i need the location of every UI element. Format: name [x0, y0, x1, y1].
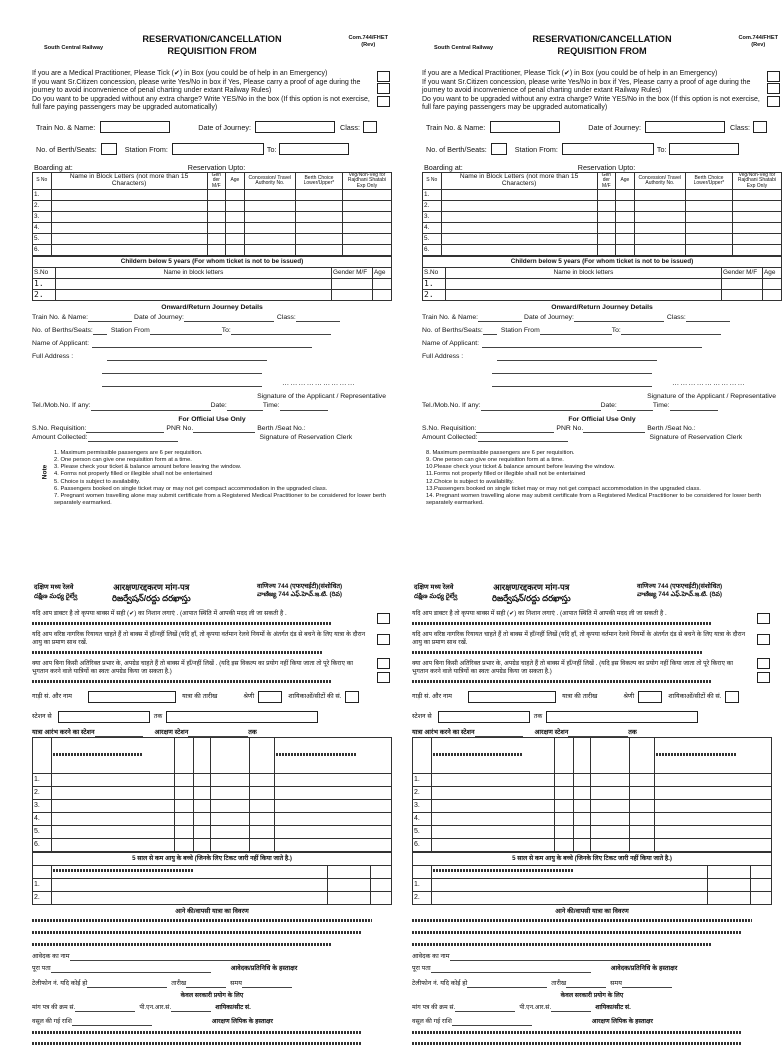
upgrade-checkbox[interactable] [757, 658, 770, 669]
hindi-intro: यदि आप डाक्टर है तो कृपया बाक्स में सही (✔) का निशान लगाएं . (आपात स्थिति में आपकी मदद ली जा सकती है . यदि आप वरिष्ठ नागरिक रियायत चाहते हैं तो बाक्स में हाँ/नहीं लिखें (यदि हाँ, तो कृपया वर्तमान रेलवे नियमों के अंतर्गत दंड से बचने के लिए यात्रा के दौरान आयु का प्रमाण साथ रखें. क्या आप बिना किसी अतिरिक्त प्रभार के, अपग्रेड चाहते हैं तो बाक्स में हाँ/नहीं लिखें . (यदि इस विकल्प का प्रयोग नहीं किया जाता तो पूरे किराए का भुगतान करने वाले यात्रियों का स्वतः अपग्रेड किया जा सकता है.) [32, 610, 392, 687]
passenger-row[interactable]: 2. [423, 200, 782, 211]
senior-text: If you want Sr.Citizen concession, please write Yes/No in box if Yes, Please carry a proof of age during the journey to avoid inconvenience of penal charting under extant Railway Rules) [32, 78, 361, 95]
passenger-table: S No Name in Block Letters (not more than 15 Characters) Gen der M/F Age Concession/ Travel Authority No. Berth Choice Lower/Upper* Veg/Non-Veg for Rajdhani Shatabi Exp Only 1. 2. 3. 4. 5. 6. [32, 172, 392, 256]
train-name-field[interactable] [490, 121, 560, 133]
passenger-row[interactable]: 6. [413, 838, 772, 851]
form-header [422, 36, 782, 70]
senior-checkbox[interactable] [767, 83, 780, 94]
passenger-row[interactable]: 2. [33, 200, 392, 211]
hindi-form-right: दक्षिण मध्य रेलवे దక్షిణ మధ్య రైల్వే आरक्षण/रद्दकरण मांग-पत्र రిజర్వేషన్/రద్దు దరఖాస్తు वाणिज्य 744 (एफएचईटी)(संशोधित) వాణిజ్య 744 ఎఫ్.హెచ్.ఇ.టి. (రివ) यदि आप डाक्टर है तो कृपया बाक्स में सही (✔) का निशान लगाएं . (आपात स्थिति में आपकी मदद ली जा सकती है . यदि आप वरिष्ठ नागरिक रियायत चाहते हैं तो बाक्स में हाँ/नहीं लिखें (यदि हाँ, तो कृपया वर्तमान रेलवे नियमों के अंतर्गत दंड से बचने के लिए यात्रा के दौरान आयु का प्रमाण साथ रखें. क्या आप बिना किसी अतिरिक्त प्रभार के, अपग्रेड चाहते हैं तो बाक्स में हाँ/नहीं लिखें . (यदि इस विकल्प का प्रयोग नहीं किया जाता तो पूरे किराए का भुगतान करने वाले यात्रियों का स्वतः अपग्रेड किया जा सकता है.) गाड़ी सं. और नाम यात्रा की तारीख श्रेणी शायिकाओं/सीटों की सं. स्टेशन से तक यात्रा आरंभ करने का स्टेशन आरक्षण स्टेशन तक 1. 2. 3. 4. 5. 6. 5 साल से कम आयु के बच्चे (जिनके लिए टिकट जारी नहीं किया जाते है.) 1. 2. आने की/वापसी यात्रा का विवरण आवेदक का नाम पूरा पता आवेदक/प्रतिनिधि के हस्ताक्षर टेलीफोन नं. यदि कोई हो तारीख समय केवल सरकारी प्रयोग के लिए मांग पत्र की क्रम सं. पी.एन.आर.सं. शायिका/सीट सं. वसूल की गई राशि आरक्षण लिपिक के हस्ताक्षर [412, 582, 772, 1049]
class-field[interactable] [258, 691, 282, 703]
passenger-row[interactable]: 3. [33, 799, 392, 812]
notes-left: Note 1. Maximum permissible passengers are 6 per requisition. 2. One person can give one requisition form at a time. 3. Please check your ticket & balance amount before leaving the window. 4. Forms not properly filled or illegible shall not be entertained 5. Choice is subject to availability. 6. Passengers booked on single ticket may or may not get compact accommodation in the upgraded class. 7. Pregnant women travelling alone may submit certificate from a Registered Medical Practitioner to be considered for lower berth separately earmarked. [41, 450, 386, 506]
berths-field[interactable] [725, 691, 739, 703]
child-row[interactable]: 2. [33, 891, 392, 904]
passenger-row[interactable]: 5. [423, 233, 782, 244]
senior-checkbox[interactable] [757, 634, 770, 645]
passenger-row[interactable]: 4. [413, 812, 772, 825]
child-row[interactable]: 2. [423, 289, 782, 300]
hindi-children-table: 5 साल से कम आयु के बच्चे (जिनके लिए टिकट जारी नहीं किया जाते है.) 1. 2. [32, 852, 392, 905]
railway-name: South Central Railway [44, 45, 104, 51]
station-from-field[interactable] [172, 143, 264, 155]
onward-title: Onward/Return Journey Details [161, 303, 263, 311]
upgrade-text: Do you want to be upgraded without any extra charge? Write YES/No in the box (If this option is not exercise, full fare paying passengers may be upgraded automatically) [32, 95, 370, 112]
applicant-name-field[interactable] [482, 339, 702, 348]
passenger-row[interactable]: 5. [413, 825, 772, 838]
hindi-form-left: दक्षिण मध्य रेलवे దక్షిణ మధ్య రైల్వే आरक्षण/रद्दकरण मांग-पत्र రిజర్వేషన్/రద్దు దరఖాస్తు वाणिज्य 744 (एफएचईटी)(संशोधित) వాణిజ్య 744 ఎఫ్.హెచ్.ఇ.టి. (రివ) यदि आप डाक्टर है तो कृपया बाक्स में सही (✔) का निशान लगाएं . (आपात स्थिति में आपकी मदद ली जा सकती है . यदि आप वरिष्ठ नागरिक रियायत चाहते हैं तो बाक्स में हाँ/नहीं लिखें (यदि हाँ, तो कृपया वर्तमान रेलवे नियमों के अंतर्गत दंड से बचने के लिए यात्रा के दौरान आयु का प्रमाण साथ रखें. क्या आप बिना किसी अतिरिक्त प्रभार के, अपग्रेड चाहते हैं तो बाक्स में हाँ/नहीं लिखें . (यदि इस विकल्प का प्रयोग नहीं किया जाता तो पूरे किराए का भुगतान करने वाले यात्रियों का स्वतः अपग्रेड किया जा सकता है.) गाड़ी सं. और नाम यात्रा की तारीख श्रेणी शायिकाओं/सीटों की सं. स्टेशन से तक यात्रा आरंभ करने का स्टेशन आरक्षण स्टेशन तक 1. 2. 3. 4. 5. 6. 5 साल से कम आयु के बच्चे (जिनके लिए टिकट जारी नहीं किया जाते है.) 1. 2. आने की/वापसी यात्रा का विवरण आवेदक का नाम पूरा पता आवेदक/प्रतिनिधि के हस्ताक्षर टेलीफोन नं. यदि कोई हो तारीख समय केवल सरकारी प्रयोग के लिए मांग पत्र की क्रम सं. पी.एन.आर.सं. शायिका/सीट सं. वसूल की गई राशि आरक्षण लिपिक के हस्ताक्षर [32, 582, 392, 1049]
train-name-field[interactable] [468, 691, 556, 703]
child-row[interactable]: 2. [413, 891, 772, 904]
station-to-field[interactable] [669, 143, 739, 155]
medical-checkbox[interactable] [767, 71, 780, 82]
berths-field[interactable] [345, 691, 359, 703]
passenger-row[interactable]: 5. [33, 825, 392, 838]
notes-right: 8. Maximum permissible passengers are 6 per requisition. 9. One person can give one requisition form at a time. 10.Please check your ticket & balance amount before leaving the window. 11.Forms not properly filled or illegible shall not be entertained 12.Choice is subject to availability. 13.Passengers booked on single ticket may or may not get compact accommodation in the upgraded class. 14. Pregnant women travelling alone may submit certificate from a Registered Medical Practitioner to be considered for lower berth separately earmarked. [426, 450, 762, 506]
station-from-field[interactable] [438, 711, 530, 723]
child-row[interactable]: 1. [413, 878, 772, 891]
passenger-row[interactable]: 3. [423, 211, 782, 222]
berths-field[interactable] [101, 143, 117, 155]
passenger-row[interactable]: 4. [423, 222, 782, 233]
form-header [32, 36, 392, 70]
passenger-row[interactable]: 1. [413, 773, 772, 786]
children-table: Childern below 5 years (For whom ticket is not to be issued) S.No Name in block letters Gender M/F Age 1. 2. [32, 256, 392, 301]
station-from-field[interactable] [562, 143, 654, 155]
applicant-name-field[interactable] [92, 339, 312, 348]
medical-text: If you are a Medical Practitioner, Please Tick (✔) in Box (you could be of help in an Emergency) [32, 70, 328, 77]
extra-checkbox[interactable] [757, 672, 770, 683]
passenger-row[interactable]: 6. [33, 244, 392, 255]
passenger-row[interactable]: 1. [33, 773, 392, 786]
passenger-row[interactable]: 6. [33, 838, 392, 851]
train-name-field[interactable] [100, 121, 170, 133]
medical-checkbox[interactable] [377, 71, 390, 82]
hindi-children-table: 5 साल से कम आयु के बच्चे (जिनके लिए टिकट जारी नहीं किया जाते है.) 1. 2. [412, 852, 772, 905]
station-to-field[interactable] [546, 711, 698, 723]
passenger-row[interactable]: 4. [33, 222, 392, 233]
intro-text: If you are a Medical Practitioner, Please Tick (✔) in Box (you could be of help in an Emergency) If you want Sr.Citizen concession, please write Yes/No in box if Yes, Please carry a proof of age during the journey to avoid inconvenience of penal charting under extant Railway Rules) Do you want to be upgraded without any extra charge? Write YES/No in the box (If this option is not exercise, full fare paying passengers may be upgraded automatically) [422, 70, 782, 113]
hindi-passenger-table [32, 737, 392, 852]
address-field[interactable] [107, 352, 267, 361]
child-row[interactable]: 1. [423, 278, 782, 289]
child-row[interactable]: 1. [33, 878, 392, 891]
children-table: Childern below 5 years (For whom ticket is not to be issued) S.No Name in block letters Gender M/F Age 1. 2. [422, 256, 782, 301]
hindi-intro: यदि आप डाक्टर है तो कृपया बाक्स में सही (✔) का निशान लगाएं . (आपात स्थिति में आपकी मदद ली जा सकती है . यदि आप वरिष्ठ नागरिक रियायत चाहते हैं तो बाक्स में हाँ/नहीं लिखें (यदि हाँ, तो कृपया वर्तमान रेलवे नियमों के अंतर्गत दंड से बचने के लिए यात्रा के दौरान आयु का प्रमाण साथ रखें. क्या आप बिना किसी अतिरिक्त प्रभार के, अपग्रेड चाहते हैं तो बाक्स में हाँ/नहीं लिखें . (यदि इस विकल्प का प्रयोग नहीं किया जाता तो पूरे किराए का भुगतान करने वाले यात्रियों का स्वतः अपग्रेड किया जा सकता है.) [412, 610, 772, 687]
address-field[interactable] [497, 352, 657, 361]
passenger-row[interactable]: 4. [33, 812, 392, 825]
senior-checkbox[interactable] [377, 83, 390, 94]
passenger-row[interactable]: 3. [413, 799, 772, 812]
form-code: Com.744/FHET (Rev) [738, 35, 778, 49]
station-to-field[interactable] [166, 711, 318, 723]
official-title: For Official Use Only [178, 415, 246, 423]
hindi-header: दक्षिण मध्य रेलवे దక్షిణ మధ్య రైల్వే आरक्षण/रद्दकरण मांग-पत्र రిజర్వేషన్/రద్దు దరఖాస్తు वाणिज्य 744 (एफएचईटी)(संशोधित) వాణిజ్య 744 ఎఫ్.హెచ్.ఇ.టి. (రివ) [414, 582, 723, 603]
berths-field[interactable] [491, 143, 507, 155]
medical-checkbox[interactable] [757, 613, 770, 624]
passenger-row[interactable]: 2. [33, 786, 392, 799]
class-field[interactable] [638, 691, 662, 703]
english-form-left: South Central Railway RESERVATION/CANCELLATION REQUISITION FROM Com.744/FHET (Rev) If you are a Medical Practitioner, Please Tick (✔) in Box (you could be of help in an Emergency) If you want Sr.Citizen concession, please write Yes/No in box if Yes, Please carry a proof of age during the journey to avoid inconvenience of penal charting under extant Railway Rules) Do you want to be upgraded without any extra charge? Write YES/No in the box (If this option is not exercise, full fare paying passengers may be upgraded automatically) Train No. & Name: Date of Journey: Class: No. of Berth/Seats: Station From: To: Boarding at: Reservation Upto: S No Name in Block Letters (not more than 15 Characters) Gen der M/F Age Concession/ Travel Authority No. Berth Choice Lower/Upper* Veg/Non-Veg for Rajdhani Shatabi Exp Only 1. 2. 3. 4. 5. 6. Childern below 5 years (For whom ticket is not to be issued) S.No Name in block letters Gender M/F Age 1. 2. Onward/Return Journey Details Train No. & Name: Date of Journey: Class: No. of Berths/Seats: Station From To: Name of Applicant: Full Address : ……………………… Signature of the Applicant / Representative Tel./Mob.No. If any: Date: Time: For Official Use Only S.No. Requisition: PNR No. Berth /Seat No.: Amount Collected: Signature of Reservation Clerk Note 1. Maximum permissible passengers are 6 per requisition. 2. One person can give one requisition form at a time. 3. Please check your ticket & balance amount before leaving the window. 4. Forms not properly filled or illegible shall not be entertained 5. Choice is subject to availability. 6. Passengers booked on single ticket may or may not get compact accommodation in the upgraded class. 7. Pregnant women travelling alone may submit certificate from a Registered Medical Practitioner to be considered for lower berth separately earmarked. [32, 36, 392, 507]
form-code: Com.744/FHET (Rev) [348, 35, 388, 49]
station-to-field[interactable] [279, 143, 349, 155]
form-title: RESERVATION/CANCELLATION REQUISITION FROM [142, 34, 282, 56]
upgrade-checkbox[interactable] [377, 96, 390, 107]
applicant-signature: Signature of the Applicant / Representative [647, 393, 776, 401]
passenger-row[interactable]: 2. [413, 786, 772, 799]
senior-checkbox[interactable] [377, 634, 390, 645]
extra-checkbox[interactable] [377, 672, 390, 683]
hindi-passenger-table [412, 737, 772, 852]
passenger-row[interactable]: 3. [33, 211, 392, 222]
passenger-table: S No Name in Block Letters (not more than 15 Characters) Gen der M/F Age Concession/ Travel Authority No. Berth Choice Lower/Upper* Veg/Non-Veg for Rajdhani Shatabi Exp Only 1. 2. 3. 4. 5. 6. [422, 172, 782, 256]
child-row[interactable]: 2. [33, 289, 392, 300]
official-title: For Official Use Only [568, 415, 636, 423]
class-field[interactable] [363, 121, 377, 133]
journey-date-field[interactable] [255, 121, 335, 133]
hindi-header: दक्षिण मध्य रेलवे దక్షిణ మధ్య రైల్వే आरक्षण/रद्दकरण मांग-पत्र రిజర్వేషన్/రద్దు దరఖాస్తు वाणिज्य 744 (एफएचईटी)(संशोधित) వాణిజ్య 744 ఎఫ్.హెచ్.ఇ.టి. (రివ) [34, 582, 343, 603]
passenger-row[interactable]: 1. [33, 189, 392, 200]
english-form-right: South Central Railway RESERVATION/CANCELLATION REQUISITION FROM Com.744/FHET (Rev) If you are a Medical Practitioner, Please Tick (✔) in Box (you could be of help in an Emergency) If you want Sr.Citizen concession, please write Yes/No in box if Yes, Please carry a proof of age during the journey to avoid inconvenience of penal charting under extant Railway Rules) Do you want to be upgraded without any extra charge? Write YES/No in the box (If this option is not exercise, full fare paying passengers may be upgraded automatically) Train No. & Name: Date of Journey: Class: No. of Berth/Seats: Station From: To: Boarding at: Reservation Upto: S No Name in Block Letters (not more than 15 Characters) Gen der M/F Age Concession/ Travel Authority No. Berth Choice Lower/Upper* Veg/Non-Veg for Rajdhani Shatabi Exp Only 1. 2. 3. 4. 5. 6. Childern below 5 years (For whom ticket is not to be issued) S.No Name in block letters Gender M/F Age 1. 2. Onward/Return Journey Details Train No. & Name: Date of Journey: Class: No. of Berths/Seats: Station From To: Name of Applicant: Full Address : ……………………… Signature of the Applicant / Representative Tel./Mob.No. If any: Date: Time: For Official Use Only S.No. Requisition: PNR No. Berth /Seat No.: Amount Collected: Signature of Reservation Clerk 8. Maximum permissible passengers are 6 per requisition. 9. One person can give one requisition form at a time. 10.Please check your ticket & balance amount before leaving the window. 11.Forms not properly filled or illegible shall not be entertained 12.Choice is subject to availability. 13.Passengers booked on single ticket may or may not get compact accommodation in the upgraded class. 14. Pregnant women travelling alone may submit certificate from a Registered Medical Practitioner to be considered for lower berth separately earmarked. [422, 36, 782, 507]
onward-title: Onward/Return Journey Details [551, 303, 653, 311]
passenger-row[interactable]: 1. [423, 189, 782, 200]
railway-name: South Central Railway [434, 45, 494, 51]
passenger-row[interactable]: 5. [33, 233, 392, 244]
form-title: RESERVATION/CANCELLATION REQUISITION FROM [532, 34, 672, 56]
upgrade-checkbox[interactable] [767, 96, 780, 107]
child-row[interactable]: 1. [33, 278, 392, 289]
train-name-field[interactable] [88, 691, 176, 703]
upgrade-checkbox[interactable] [377, 658, 390, 669]
journey-date-field[interactable] [645, 121, 725, 133]
intro-text [32, 70, 392, 113]
applicant-signature: Signature of the Applicant / Representative [257, 393, 386, 401]
class-field[interactable] [753, 121, 767, 133]
medical-checkbox[interactable] [377, 613, 390, 624]
station-from-field[interactable] [58, 711, 150, 723]
passenger-row[interactable]: 6. [423, 244, 782, 255]
